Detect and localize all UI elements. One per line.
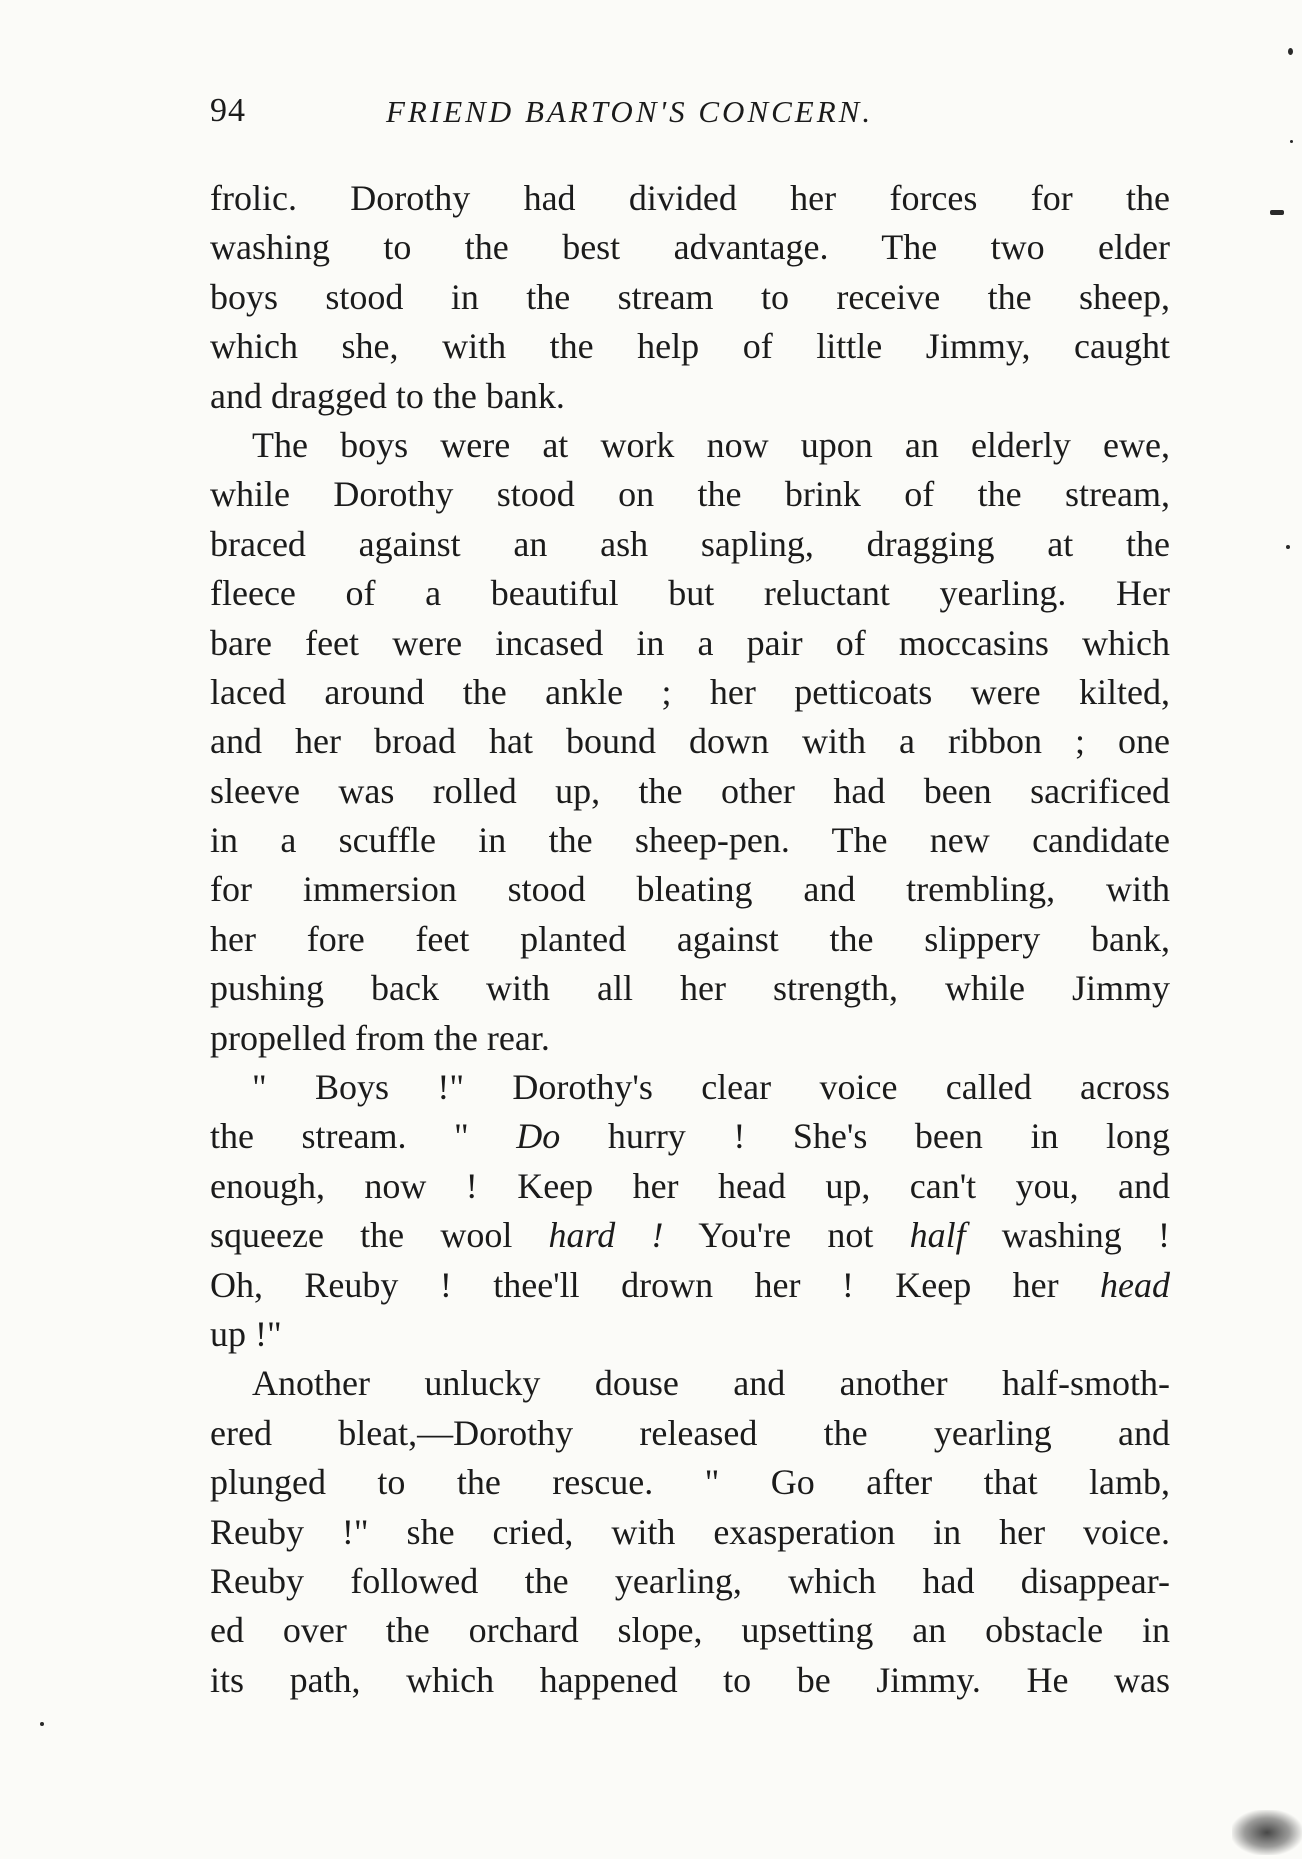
scan-smudge xyxy=(1232,1810,1302,1855)
text-line: while Dorothy stood on the brink of the stream, xyxy=(210,474,1170,515)
text-line: fleece of a beautiful but reluctant yearling. Her xyxy=(210,573,1170,614)
text-segment: You're not xyxy=(663,1215,910,1256)
text-line: its path, which happened to be Jimmy. He was xyxy=(210,1659,1170,1700)
page-number: 94 xyxy=(210,92,246,129)
text-line xyxy=(210,1261,1170,1310)
text-line: propelled from the rear. xyxy=(210,1017,550,1058)
scan-speck xyxy=(40,1722,44,1726)
text-line: laced around the ankle ; her petticoats were kilted, xyxy=(210,671,1170,712)
text-line: Reuby followed the yearling, which had disappear- xyxy=(210,1560,1170,1601)
text-line: washing to the best advantage. The two elder xyxy=(210,227,1170,268)
scan-speck xyxy=(1290,140,1293,143)
text-line: pushing back with all her strength, while Jimmy xyxy=(210,968,1170,1009)
italic-emphasis: hard ! xyxy=(548,1215,664,1256)
italic-emphasis: head xyxy=(1100,1264,1170,1305)
text-line: in a scuffle in the sheep-pen. The new candidate xyxy=(210,820,1170,861)
paragraph-first-line: Another unlucky douse and another half-smoth- xyxy=(252,1363,1170,1404)
text-line xyxy=(210,1112,1170,1161)
text-segment: washing ! xyxy=(965,1215,1170,1256)
text-line: bare feet were incased in a pair of moccasins which xyxy=(210,622,1170,663)
text-line: for immersion stood bleating and trembling, with xyxy=(210,869,1170,910)
text-line: frolic. Dorothy had divided her forces for the xyxy=(210,178,1170,218)
text-segment: the stream. " xyxy=(210,1116,517,1157)
scan-speck xyxy=(1288,48,1293,55)
text-segment: hurry ! She's been in long xyxy=(560,1116,1170,1157)
text-line: ered bleat,—Dorothy released the yearling and xyxy=(210,1412,1170,1453)
text-line: Reuby !" she cried, with exasperation in her voice. xyxy=(210,1511,1170,1552)
text-line: braced against an ash sapling, dragging at the xyxy=(210,523,1170,564)
text-line: up !" xyxy=(210,1313,282,1354)
text-segment: Oh, Reuby ! thee'll drown her ! Keep her xyxy=(210,1264,1101,1305)
scan-speck xyxy=(1286,545,1290,549)
running-title: FRIEND BARTON'S CONCERN. xyxy=(386,94,874,129)
italic-emphasis: Do xyxy=(516,1116,561,1157)
text-line: her fore feet planted against the slippery bank, xyxy=(210,918,1170,959)
text-line: plunged to the rescue. " Go after that lamb, xyxy=(210,1462,1170,1503)
text-line: ed over the orchard slope, upsetting an obstacle in xyxy=(210,1610,1170,1651)
text-line: which she, with the help of little Jimmy, caught xyxy=(210,326,1170,367)
text-line xyxy=(210,1211,1170,1260)
text-line: boys stood in the stream to receive the sheep, xyxy=(210,276,1170,317)
text-line: and her broad hat bound down with a ribbon ; one xyxy=(210,721,1170,762)
scan-speck xyxy=(1270,210,1284,215)
paragraph-first-line: " Boys !" Dorothy's clear voice called across xyxy=(252,1067,1170,1108)
italic-emphasis: half xyxy=(909,1215,966,1256)
body-text xyxy=(210,174,1170,1705)
text-line: and dragged to the bank. xyxy=(210,375,565,416)
text-line: sleeve was rolled up, the other had been sacrificed xyxy=(210,770,1170,811)
text-segment: squeeze the wool xyxy=(210,1215,549,1256)
paragraph-first-line: The boys were at work now upon an elderly ewe, xyxy=(252,424,1170,465)
text-line: enough, now ! Keep her head up, can't you, and xyxy=(210,1165,1170,1206)
page-header xyxy=(210,92,1170,142)
